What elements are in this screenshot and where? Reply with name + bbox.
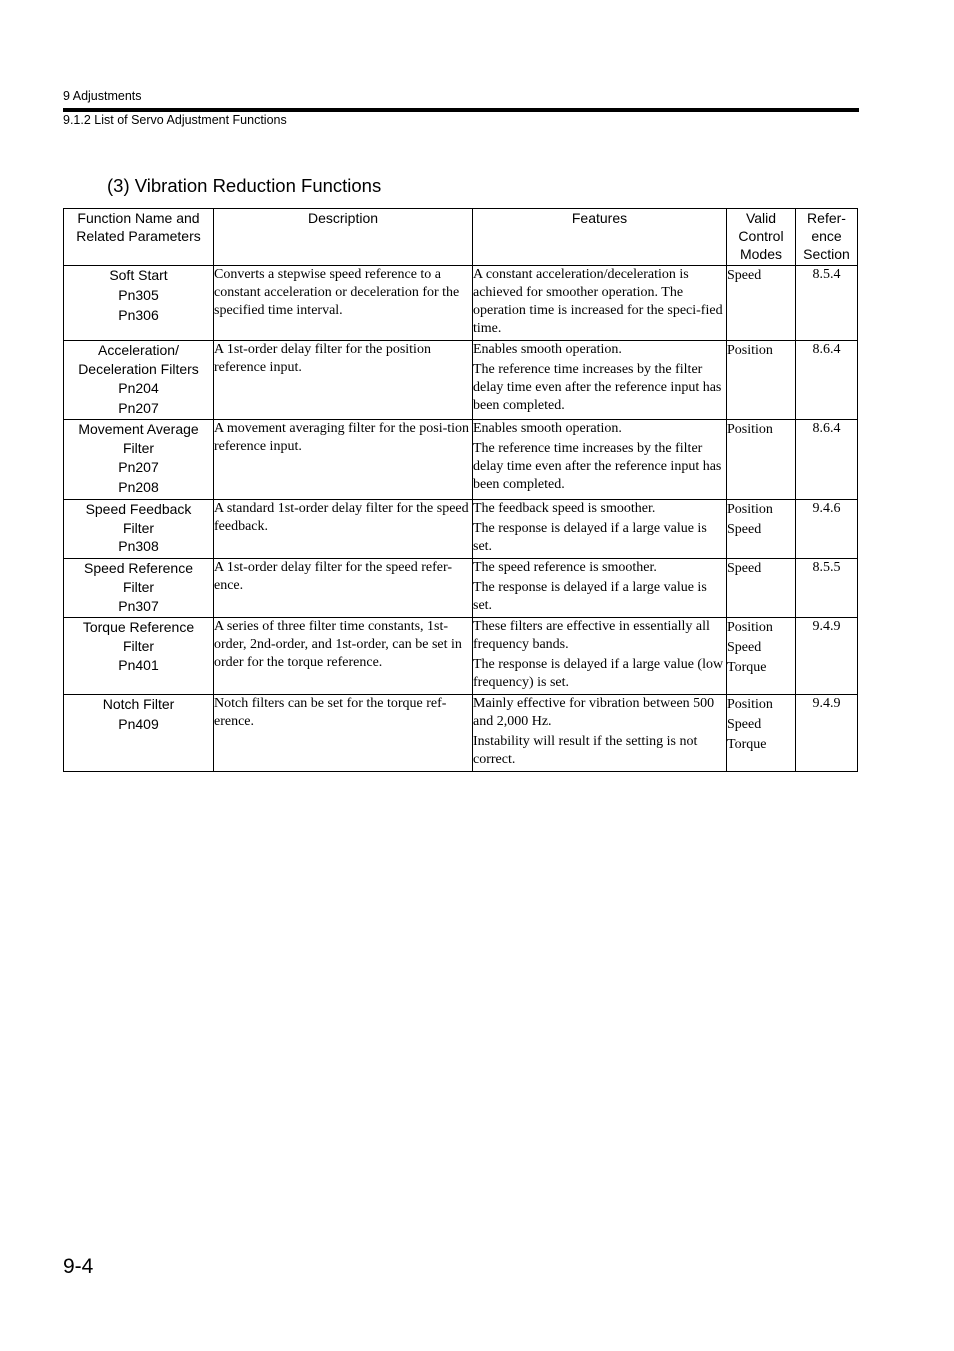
table-row [64,420,858,500]
description-cell: A standard 1st-order delay filter for the speed feedback. [214,500,473,559]
reference-cell: 8.5.5 [796,559,858,618]
function-name-cell: Acceleration/ Deceleration Filters Pn204 Pn207 [64,341,214,420]
table-row [64,341,858,420]
modes-cell: Position [727,420,796,500]
header-rule [63,108,859,112]
description-cell: A series of three filter time constants, 1st-order, 2nd-order, and 1st-order, can be set in order for the torque reference. [214,618,473,695]
description-cell: Notch filters can be set for the torque ref-erence. [214,695,473,772]
reference-cell: 9.4.6 [796,500,858,559]
description-cell: Converts a stepwise speed reference to a constant acceleration or deceleration for the specified time interval. [214,266,473,341]
header-description: Description [214,209,473,266]
modes-cell: Position Speed Torque [727,618,796,695]
header-features: Features [473,209,727,266]
description-cell: A movement averaging filter for the posi-tion reference input. [214,420,473,500]
features-cell: Mainly effective for vibration between 500 and 2,000 Hz. Instability will result if the setting is not correct. [473,695,727,772]
vibration-reduction-table [63,208,858,772]
features-cell: A constant acceleration/deceleration is achieved for smoother operation. The operation time is increased for the speci-fied time. [473,266,727,341]
reference-cell: 8.5.4 [796,266,858,341]
header-function-name: Function Name and Related Parameters [64,209,214,266]
header-valid-control-modes: Valid Control Modes [727,209,796,266]
modes-cell: Speed [727,266,796,341]
table-row [64,618,858,695]
function-name-cell: Movement Average Filter Pn207 Pn208 [64,420,214,500]
table-header-row [64,209,858,266]
table-row [64,500,858,559]
description-cell: A 1st-order delay filter for the position reference input. [214,341,473,420]
reference-cell: 8.6.4 [796,420,858,500]
function-name-cell: Notch Filter Pn409 [64,695,214,772]
modes-cell: Speed [727,559,796,618]
modes-cell: Position [727,341,796,420]
table-row [64,695,858,772]
function-name-cell: Torque Reference Filter Pn401 [64,618,214,695]
running-header-section: 9.1.2 List of Servo Adjustment Functions [63,113,287,127]
running-header-chapter: 9 Adjustments [63,89,142,103]
page-number: 9-4 [63,1255,94,1278]
features-cell: These filters are effective in essentially all frequency bands. The response is delayed if a large value (low frequency) is set. [473,618,727,695]
reference-cell: 8.6.4 [796,341,858,420]
features-cell: The speed reference is smoother. The response is delayed if a large value is set. [473,559,727,618]
table-row [64,266,858,341]
reference-cell: 9.4.9 [796,695,858,772]
description-cell: A 1st-order delay filter for the speed refer-ence. [214,559,473,618]
reference-cell: 9.4.9 [796,618,858,695]
features-cell: Enables smooth operation. The reference time increases by the filter delay time even after the reference input has been completed. [473,420,727,500]
function-name-cell: Soft Start Pn305 Pn306 [64,266,214,341]
modes-cell: Position Speed Torque [727,695,796,772]
features-cell: The feedback speed is smoother. The response is delayed if a large value is set. [473,500,727,559]
section-title: (3) Vibration Reduction Functions [107,175,382,196]
function-name-cell: Speed Reference Filter Pn307 [64,559,214,618]
modes-cell: Position Speed [727,500,796,559]
header-reference-section: Refer- ence Section [796,209,858,266]
table-row [64,559,858,618]
function-name-cell: Speed Feedback Filter Pn308 [64,500,214,559]
features-cell: Enables smooth operation. The reference time increases by the filter delay time even after the reference input has been completed. [473,341,727,420]
